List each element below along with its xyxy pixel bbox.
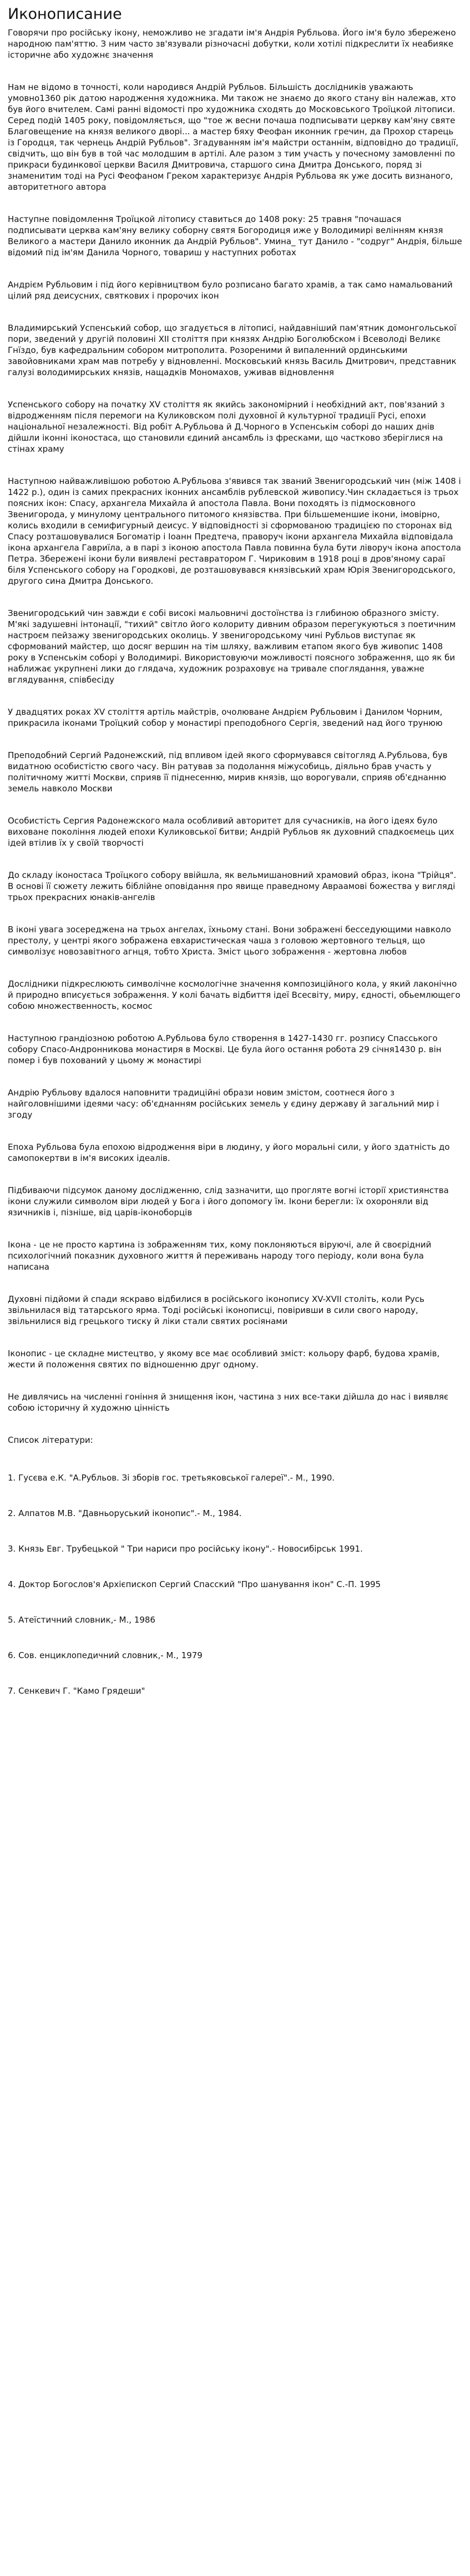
paragraph: Наступне повідомлення Троїцкой літопису ставиться до 1408 року: 25 травня "почашася подписывати церква кам'яну велику соборну святя Богородиця иже у Володимирі велінням князя Великого а мастери Данило иконник да Андрій Рубльов". Умина_ тут Данило - "содруг" Андрія, більше відомий під ім'ям Данила Чорного, товариш у наступних роботах xyxy=(8,214,462,257)
literature-item: 6. Сов. енциклопедичний словник,- М., 1979 xyxy=(8,1650,203,1660)
paragraph: Дослідники підкреслюють символічне космологічне значення композиційного кола, у який лаконічно й природно вписується зображення. У колі бачать відбиття ідеї Всесвіту, миру, єдності, обьемлющего собою множественность, космос xyxy=(8,979,461,1011)
article-body xyxy=(8,27,462,1413)
paragraph: В іконі увага зосереджена на трьох ангелах, їхньому стані. Вони зображені бесседующими навколо престолу, у центрі якого зображена евхаристическая чаша з головою жертовного тельця, що символізує новозавітного агнця, тобто Христа. Зміст цього зображення - жертовна любов xyxy=(8,925,451,957)
paragraph: Епоха Рубльова була епохою відродження віри в людину, у його моральні сили, у його здатність до самопокертви в ім'я високих ідеалів. xyxy=(8,1142,450,1163)
paragraph: Не дивлячись на численні гоніння й знищення ікон, частина з них все-таки дійшла до нас і виявляє собою історичну й художню цінність xyxy=(8,1392,449,1413)
paragraph: Наступною грандіозною роботою А.Рубльова було створення в 1427-1430 гг. розпису Спасського собору Спасо-Андронникова монастиря в Москві. Це була його остання робота 29 січня1430 р. він помер і був похований у цьому ж монастирі xyxy=(8,1033,442,1065)
literature-heading: Список літератури: xyxy=(8,1435,93,1445)
paragraph: Наступною найважливішою роботою А.Рубльова з'явився так званий Звенигородський чин (між 1408 і 1422 р.), один із самих прекрасних іконних ансамблів рублевской живопису.Чин складається із трьох поясних ікон: Спасу, архангела Михайла й апостола Павла. Вони походять із підмосковного Звенигорода, у минулому центрального питомого князівства. При більшеменшие ікони, імовірно, колись входили в семифигурный деисус. У відповідності зі сформованою традицією по сторонах від Спасу розташовувалися Богоматір і Іоанн Предтеча, праворуч ікони архангела Михайла відповідала ікона архангела Гавриїла, а в парі з іконою апостола Павла повинна була бути ліворуч ікона апостола Петра. Збережені ікони були виявлені реставратором Г. Чириковим в 1918 році в дров'яному сараї біля Успенського собору на Городкові, де розташовувався князівський храм Юрія Звенигородського, другого сина Дмитра Донського. xyxy=(8,476,461,586)
paragraph: Духовні підйоми й спади яскраво відбилися в російського іконопису XV-XVII століть, коли Русь звільнилася від татарського ярма. Тоді російські іконописці, повіривши в сили свого народу, звільнилися від грецького тиску й ліки стали святих росіянами xyxy=(8,1294,424,1326)
paragraph: Звенигородський чин завжди є собі високі мальовничі достоїнства із глибиною образного змісту. М'які задушевні інтонації, "тихий" світло його колориту дивним образом перегукуються з поетичним настроєм пейзажу звенигородських околиць. У звенигородському чині Рубльов виступає як сформований майстер, що досяг вершин на тім шляху, важливим етапом якого був живопис 1408 року в Успенськім соборі у Володимирі. Використовуючи можливості поясного зображення, що як би наближає укрупнені лики до глядача, художник розраховує на тривале споглядання, уважне вглядування, співбесіду xyxy=(8,608,456,685)
paragraph: Особистість Сергия Радонежского мала особливий авторитет для сучасників, на його ідеях було виховане покоління людей епохи Куликовської битви; Андрій Рубльов як духовний спадкоємець цих ідей втілив їх у своїй творчості xyxy=(8,816,454,848)
paragraph: У двадцятих роках XV століття артіль майстрів, очолюване Андрієм Рубльовим і Данилом Чорним, прикрасила іконами Троїцкий собор у монастирі преподобного Сергія, зведений над його трунюю xyxy=(8,707,443,728)
paragraph: Андрієм Рубльовим і під його керівництвом було розписано багато храмів, а так само намальований цілий ряд деисусних, святкових і пророчих ікон xyxy=(8,280,453,301)
paragraph: Ікона - це не просто картина із зображенням тих, кому поклоняються віруючі, але й своєрідний психологічний показник духовного життя й переживань народу того періоду, коли вона була написана xyxy=(8,1240,432,1272)
page-title: Иконописание xyxy=(8,6,122,23)
literature-list xyxy=(8,1472,462,1696)
literature-item: 7. Сенкевич Г. "Камо Грядеши" xyxy=(8,1686,145,1696)
paragraph: Підбиваючи підсумок даному дослідженню, слід зазначити, що прогляте вогні історії християнства ікони служили символом віри людей у Бога і його допомогу їм. Ікони берегли: їх охороняли від язичників і, пізніше, від царів-іконоборців xyxy=(8,1185,449,1218)
paragraph: Владимирський Успенський собор, що згадується в літописі, найдавніший пам'ятник домонгольської пори, зведений у другій половині XII століття при князях Андрію Боголюбском і Всеволоді Великє Гнїздо, був кафедральним собором митрополита. Розореними й випаленний ординськими завойовниками храм мав потребу у відновленні. Московський князь Василь Дмитрович, представник галузі володимирських князів, нащадків Мономахов, уживав відновлення xyxy=(8,323,457,377)
paragraph: Андрію Рубльову вдалося наповнити традиційні образи новим змістом, соотнеся його з найголовнішими ідеями часу: об'єднанням російських земель у єдину державу й загальний мир і згоду xyxy=(8,1088,439,1120)
paragraph: Іконопис - це складне мистецтво, у якому все має особливий зміст: кольору фарб, будова храмів, жести й положення святих по відношенню друг одному. xyxy=(8,1348,440,1370)
paragraph: До складу іконостаса Троїцкого собору ввійшла, як вельмишановний храмовий образ, ікона "Трійця". В основі її сюжету лежить біблійне оповідання про явище праведному Авраамові божества у вигляді трьох прекрасних юнаків-ангелів xyxy=(8,870,457,902)
literature-item: 2. Алпатов М.В. "Давньоруський іконопис".- М., 1984. xyxy=(8,1508,242,1518)
paragraph: Нам не відомо в точності, коли народився Андрій Рубльов. Більшість дослідників уважають умовно1360 рік датою народження художника. Ми також не знаємо до якого стану він належав, хто був його вчителем. Самі ранні відомості про художника сходять до Московського Троїцкой літописи. Серед подій 1405 року, повідомляється, що "тое ж весни почаша подписывати церкву кам'яну святе Благовещение на князя великого дворі... а мастер бяху Феофан иконник гречин, да Прохор старець із Городця, так чернець Андрій Рубльов". Згадуванням ім'я майстри останнім, відповідно до традиції, свідчить, що він був в той час молодшим в артілі. Але разом з тим участь у почесному замовленні по прикраси будинкової церкви Василя Дмитровича, старшого сина Дмитра Донського, поряд зі знаменитим тоді на Русі Феофаном Греком характеризує Андрія Рубльова як уже досить визнаного, авторитетного автора xyxy=(8,82,459,192)
paragraph: Успенського собору на початку XV століття як якийсь закономірний і необхідний акт, пов'язаний з відродженням після перемоги на Куликовском полі духовної й культурної традиції Русі, епохи національної незалежності. Від робіт А.Рубльова й Д.Чорного в Успенськім соборі до наших днів дійшли іконні іконостаса, що становили єдиний ансамбль із фресками, що частково зберіглися на стінах храму xyxy=(8,400,445,454)
literature-item: 4. Доктор Богослов'я Архієпископ Сергий Спасский "Про шанування ікон" С.-П. 1995 xyxy=(8,1579,381,1589)
literature-section xyxy=(8,1435,462,1696)
paragraph: Преподобний Сергий Радонежский, під впливом ідей якого сформувався світогляд А.Рубльова, був видатною особистістю свого часу. Він ратував за подолання міжусобиць, діяльно брав участь у політичному житті Москви, сприяв її піднесенню, мирив князів, що ворогували, сприяв об'єднанню земель навколо Москви xyxy=(8,750,448,794)
paragraph: Говорячи про російську ікону, неможливо не згадати ім'я Андрія Рубльова. Його ім'я було збережено народною пам'яттю. З ним часто зв'язували різночасні добутки, коли хотілі підкреслити їх неабияке історичне або художнє значення xyxy=(8,28,456,60)
literature-item: 3. Князь Евг. Трубецькой " Три нариси про російську ікону".- Новосибірськ 1991. xyxy=(8,1544,363,1554)
literature-item: 1. Гусєва е.К. "А.Рубльов. Зі зборів гос. третьяковської галереї".- М., 1990. xyxy=(8,1473,335,1483)
literature-item: 5. Атеїстичний словник,- М., 1986 xyxy=(8,1615,155,1625)
